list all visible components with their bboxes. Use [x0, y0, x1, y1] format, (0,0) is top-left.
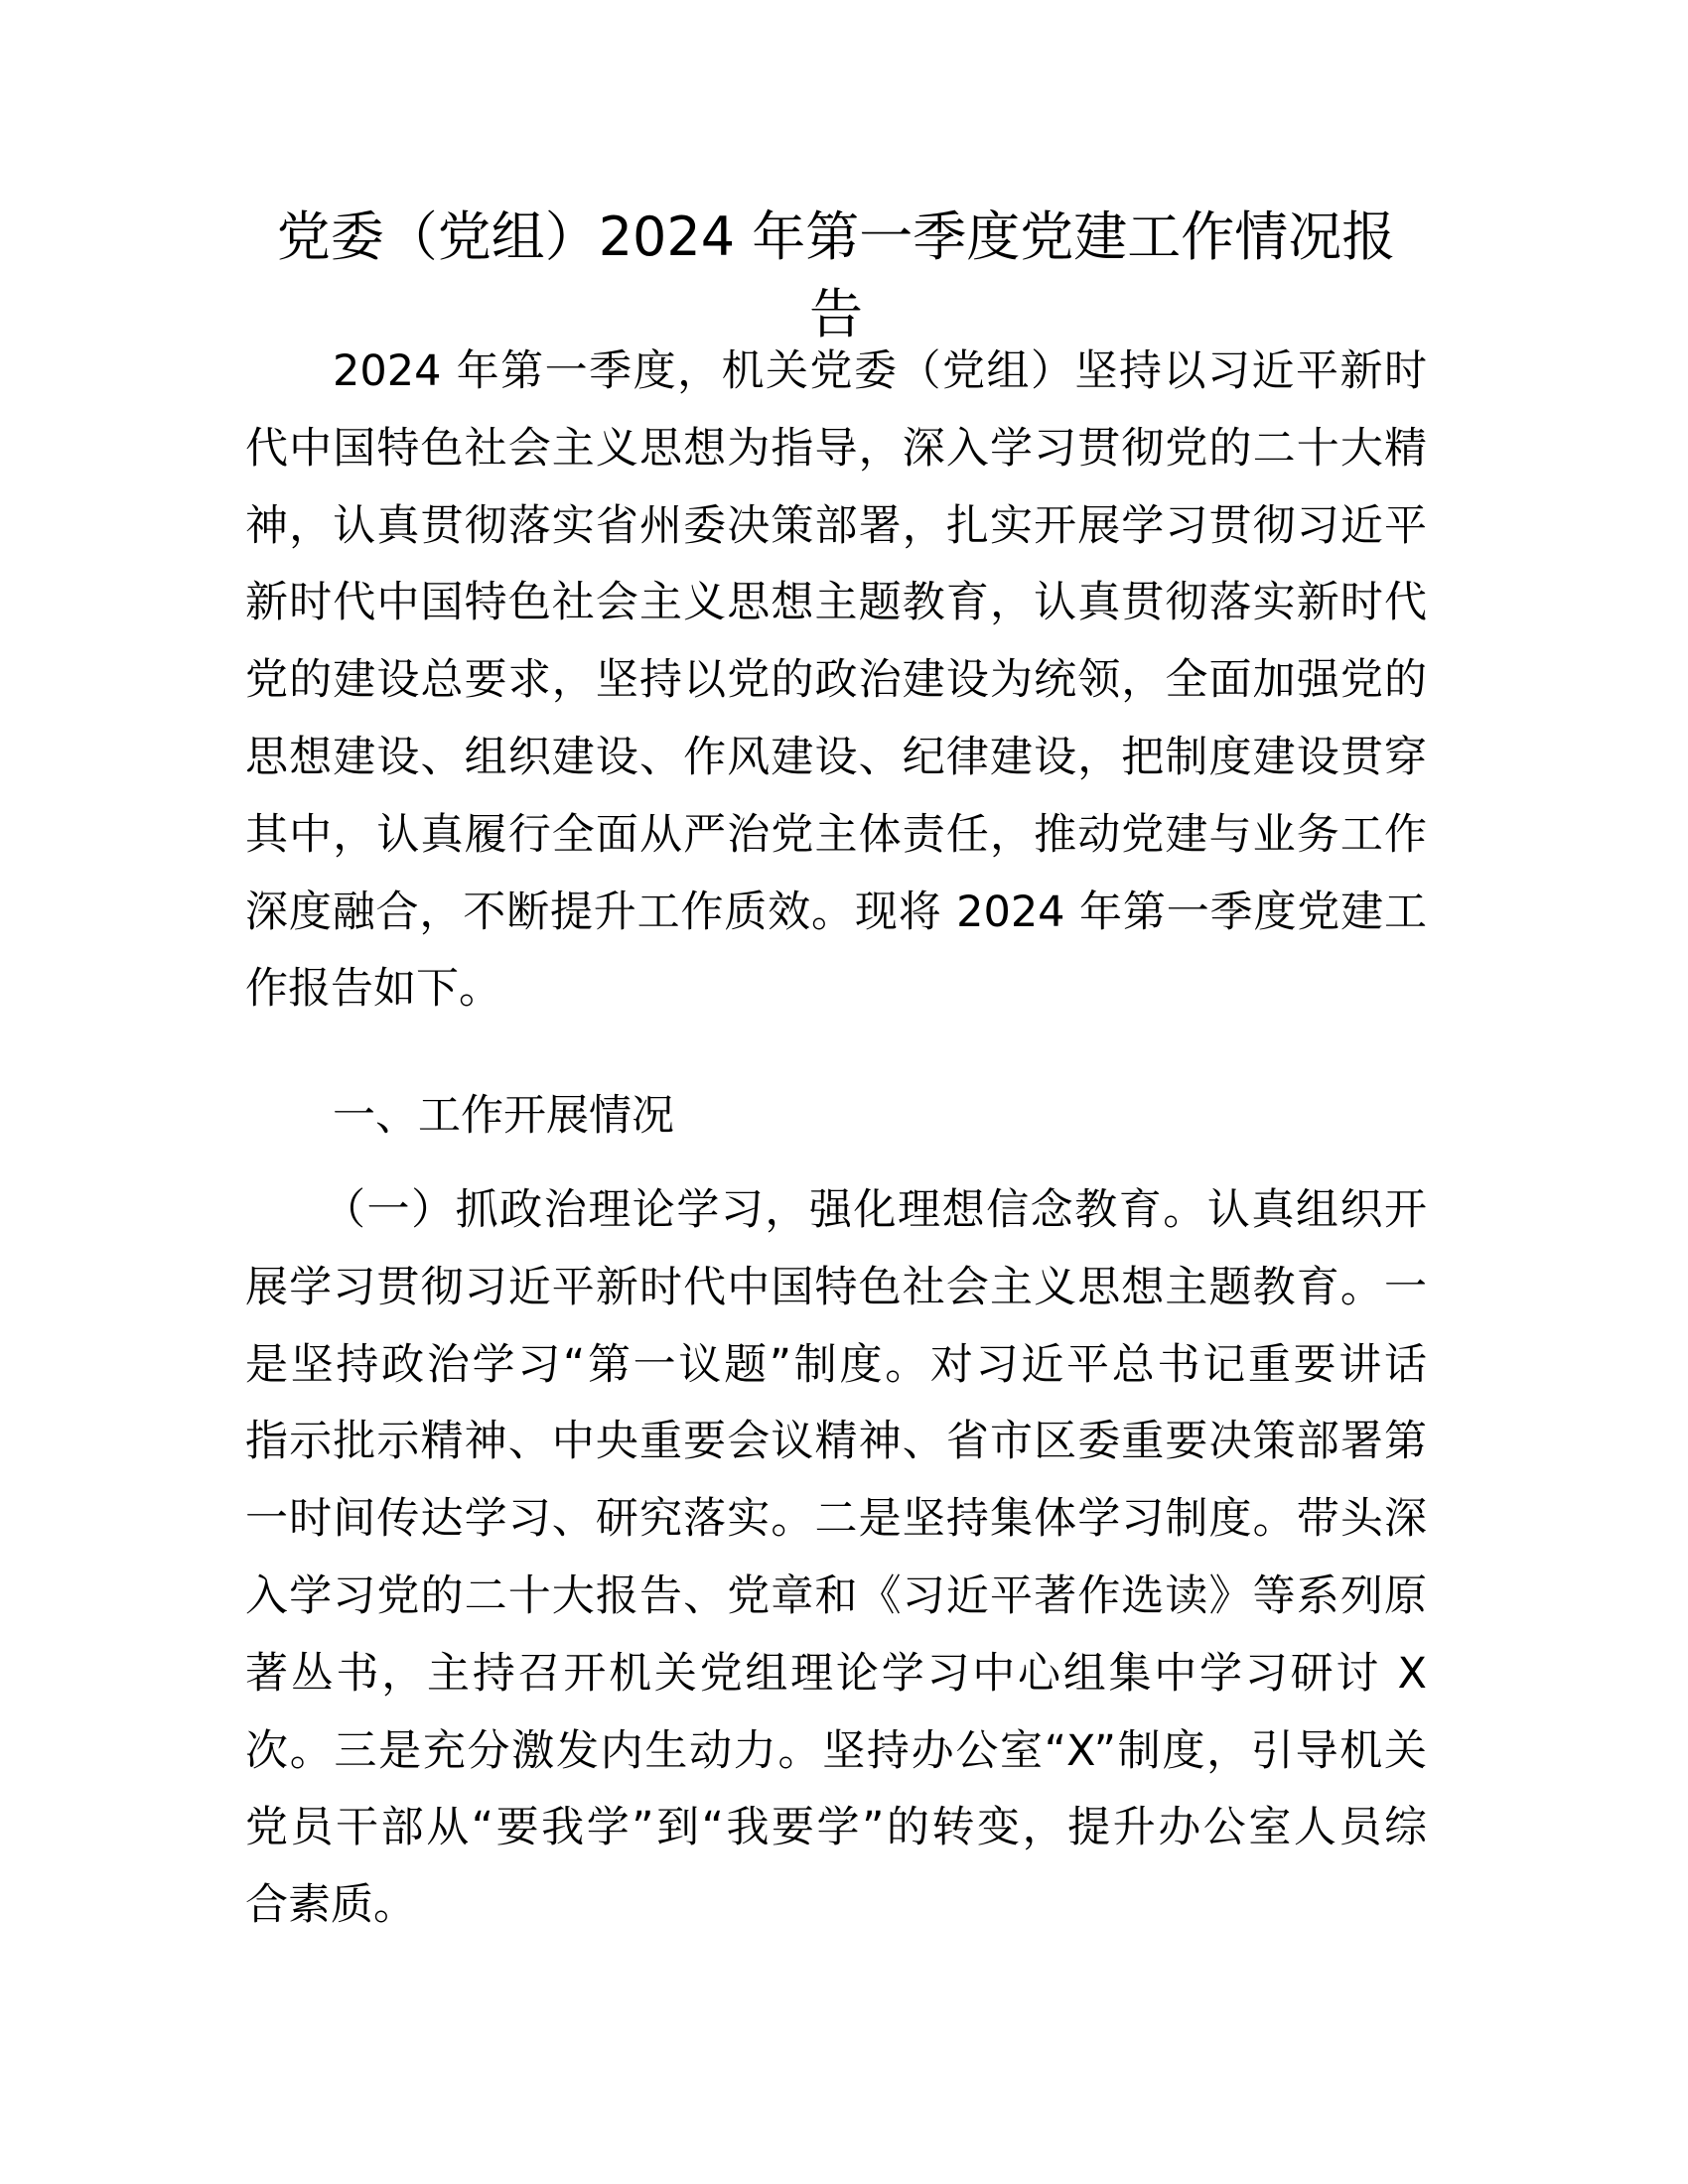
text-line: 次。三是充分激发内生动力。坚持办公室“X”制度，引导机关	[245, 1725, 1427, 1776]
text-line: 党的建设总要求，坚持以党的政治建设为统领，全面加强党的	[245, 655, 1427, 706]
text-line: 代中国特色社会主义思想为指导，深入学习贯彻党的二十大精	[245, 423, 1427, 474]
text-line: （一）抓政治理论学习，强化理想信念教育。认真组织开	[323, 1185, 1427, 1235]
text-line: 其中，认真履行全面从严治党主体责任，推动党建与业务工作	[245, 809, 1427, 860]
text-line: 党员干部从“要我学”到“我要学”的转变，提升办公室人员综	[245, 1803, 1427, 1853]
text-line: 神，认真贯彻落实省州委决策部署，扎实开展学习贯彻习近平	[245, 500, 1427, 551]
text-line: 合素质。	[245, 1880, 416, 1931]
text-line: 是坚持政治学习“第一议题”制度。对习近平总书记重要讲话	[245, 1339, 1427, 1390]
text-line: 入学习党的二十大报告、党章和《习近平著作选读》等系列原	[245, 1570, 1427, 1621]
text-line: 一时间传达学习、研究落实。二是坚持集体学习制度。带头深	[245, 1494, 1427, 1545]
text-line: 2024 年第一季度，机关党委（党组）坚持以习近平新时	[333, 346, 1427, 396]
text-line: 作报告如下。	[245, 964, 501, 1015]
title-line: 告	[809, 283, 863, 345]
intro-paragraph	[245, 334, 1427, 1028]
document-title	[245, 199, 1427, 353]
text-line: 展学习贯彻习近平新时代中国特色社会主义思想主题教育。一	[245, 1262, 1427, 1312]
title-line: 党委（党组）2024 年第一季度党建工作情况报	[276, 205, 1396, 268]
text-line: 著丛书，主持召开机关党组理论学习中心组集中学习研讨 X	[245, 1648, 1427, 1699]
section-heading: 一、工作开展情况	[333, 1091, 674, 1141]
text-line: 指示批示精神、中央重要会议精神、省市区委重要决策部署第	[245, 1417, 1427, 1467]
text-line: 思想建设、组织建设、作风建设、纪律建设，把制度建设贯穿	[245, 732, 1427, 782]
section-paragraph	[245, 1172, 1427, 1945]
text-line: 深度融合，不断提升工作质效。现将 2024 年第一季度党建工	[245, 887, 1427, 937]
text-line: 新时代中国特色社会主义思想主题教育，认真贯彻落实新时代	[245, 578, 1427, 628]
